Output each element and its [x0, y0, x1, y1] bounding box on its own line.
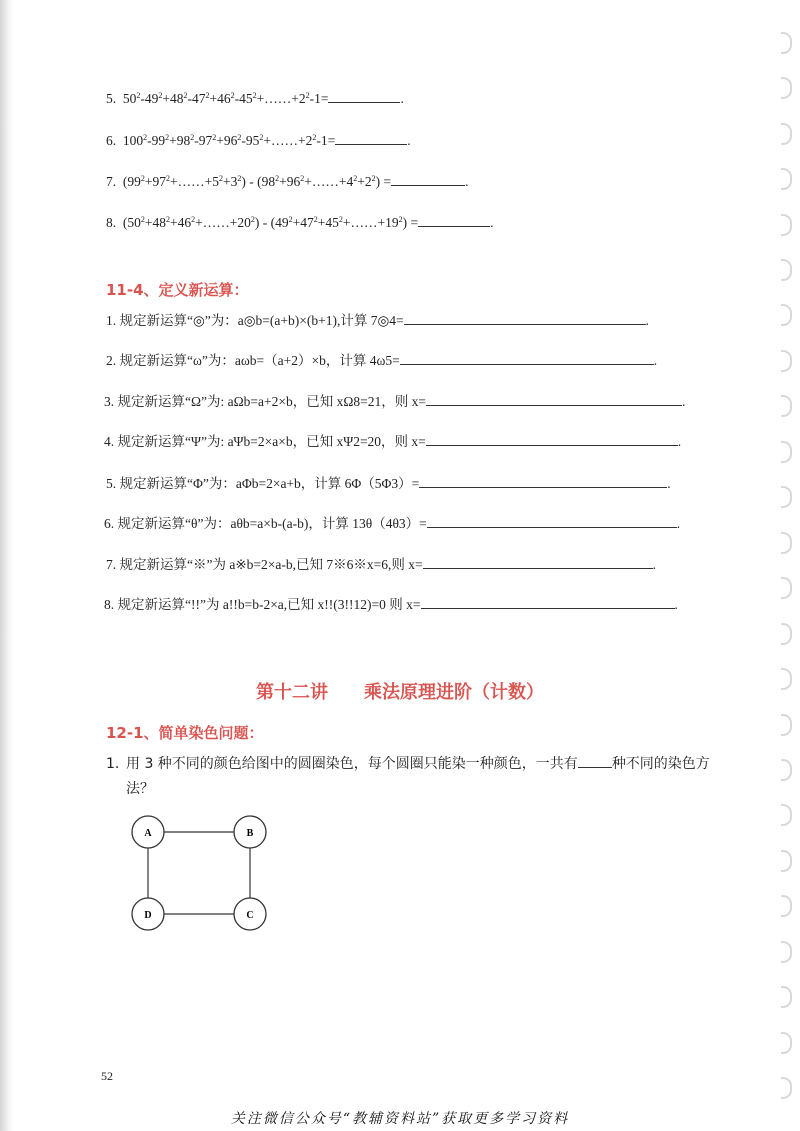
page-number: 52: [101, 1069, 113, 1083]
footer-note: 关注微信公众号“教辅资料站”获取更多学习资料: [230, 1111, 570, 1127]
chapter-number: 第十二讲: [256, 682, 328, 703]
answer-blank[interactable]: [418, 212, 490, 227]
new-op-problem-5: 5. 规定新运算“Φ”为：aΦb=2×a+b，计算 6Φ（5Φ3）= .: [106, 473, 671, 493]
section-title-12-1: 12-1、简单染色问题：: [106, 724, 264, 742]
node-d[interactable]: [132, 898, 164, 930]
node-c[interactable]: [234, 898, 266, 930]
answer-blank[interactable]: [421, 594, 675, 609]
new-op-problem-1: 1. 规定新运算“◎”为：a◎b=(a+b)×(b+1),计算 7◎4= .: [106, 310, 649, 330]
problem-6: 6. $100^2-99^2+98^2-97^2+96^2-95^2+\dots\dots+2^2-1=$ .: [106, 130, 411, 150]
spiral-binding: [772, 0, 800, 1131]
new-op-problem-2: 2. 规定新运算“ω”为：aωb=（a+2）×b，计算 4ω5= .: [106, 350, 657, 370]
answer-blank[interactable]: [400, 350, 654, 365]
page-edge-shadow: [0, 0, 14, 1131]
node-a-label: A: [144, 828, 152, 839]
new-op-problem-3: 3. 规定新运算“Ω”为: aΩb=a+2×b，已知 xΩ8=21，则 x= .: [104, 391, 685, 411]
chapter-title: [0, 678, 800, 704]
new-op-problem-4: 4. 规定新运算“Ψ”为: aΨb=2×a×b，已知 xΨ2=20，则 x= .: [104, 431, 681, 451]
answer-blank[interactable]: [404, 310, 646, 325]
section-title-11-4: 11-4、定义新运算：: [106, 281, 249, 299]
new-op-problem-8: 8. 规定新运算“!!”为 a!!b=b-2×a,已知 x!!(3!!12)=0 则 x= .: [104, 594, 678, 614]
answer-blank[interactable]: [419, 473, 667, 488]
answer-blank[interactable]: [423, 554, 653, 569]
problem-7: 7. $(99^2+97^2+\dots\dots+5^2+3^2)$ - $(98^2+96^2+\dots\dots+4^2+2^2)$ = .: [106, 171, 468, 191]
new-op-problem-7: 7. 规定新运算“※”为 a※b=2×a-b,已知 7※6※x=6,则 x= .: [106, 554, 656, 574]
question-number: 1.: [106, 756, 120, 772]
circle-diagram: [120, 808, 290, 938]
chapter-name: 乘法原理进阶（计数）: [364, 682, 544, 703]
answer-blank[interactable]: [335, 130, 407, 145]
question-text-a: 用 3 种不同的颜色给图中的圆圈染色，每个圆圈只能染一种颜色，一共有: [126, 756, 578, 772]
question-text-b: 种不同的染色方法？: [126, 756, 710, 797]
answer-blank[interactable]: [426, 431, 678, 446]
node-b-label: B: [246, 828, 254, 839]
answer-blank[interactable]: [578, 753, 612, 768]
answer-blank[interactable]: [426, 391, 682, 406]
node-c-label: C: [246, 910, 254, 921]
node-a[interactable]: [132, 816, 164, 848]
answer-blank[interactable]: [391, 171, 465, 186]
new-op-problem-6: 6. 规定新运算“θ”为：aθb=a×b-(a-b)，计算 13θ（4θ3）= .: [104, 513, 680, 533]
answer-blank[interactable]: [427, 513, 677, 528]
problem-5: 5. $50^2-49^2+48^2-47^2+46^2-45^2+\dots\dots+2^2-1=$ .: [106, 88, 404, 108]
coloring-question: [106, 752, 726, 802]
answer-blank[interactable]: [328, 88, 400, 103]
node-b[interactable]: [234, 816, 266, 848]
node-d-label: D: [144, 910, 152, 921]
problem-8: 8. $(50^2+48^2+46^2+\dots\dots+20^2)$ - $(49^2+47^2+45^2+\dots\dots+19^2)$ = .: [106, 212, 493, 232]
